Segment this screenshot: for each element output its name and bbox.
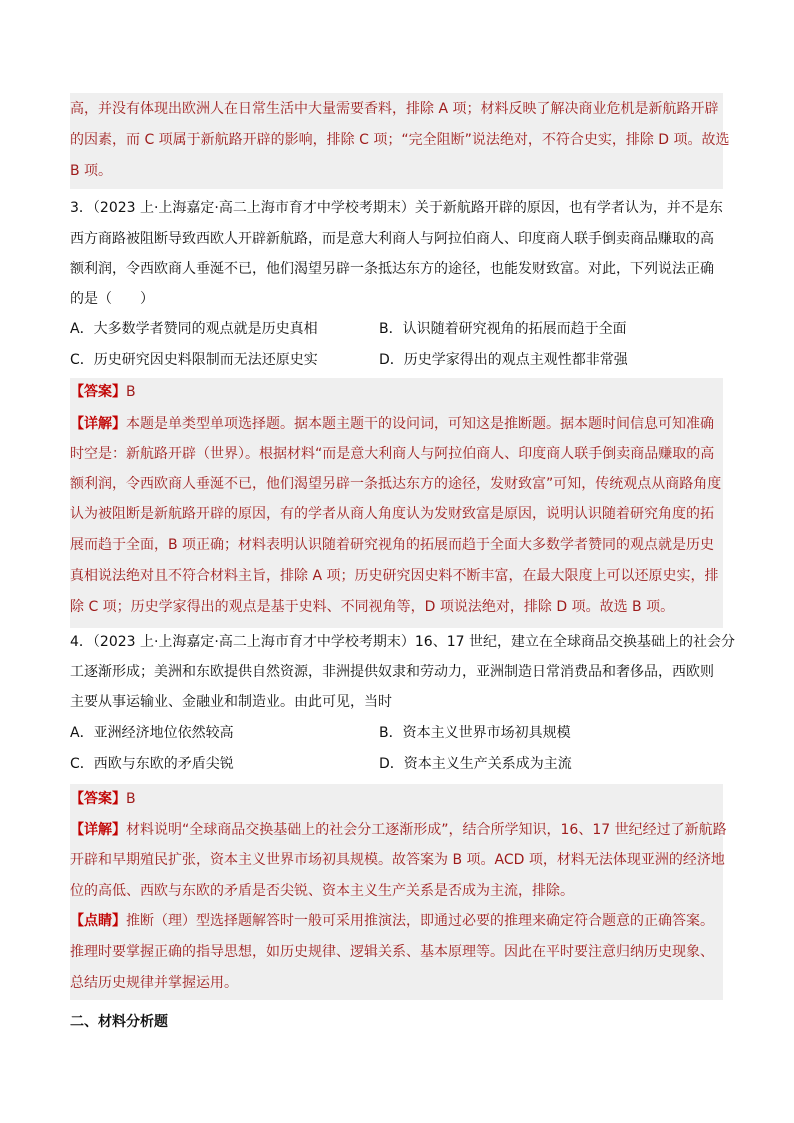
question-stem-line: 的是（ ） [70,291,154,307]
option-c: C．西欧与东欧的矛盾尖锐 [70,756,234,772]
section-heading: 二、材料分析题 [70,1014,168,1030]
option-a: A．亚洲经济地位依然较高 [70,725,234,741]
comment-tag: 【点睛】 [70,913,126,929]
answer-line [70,382,136,402]
question-stem-line: 西方商路被阻断导致西欧人开辟新航路，而是意大利商人与阿拉伯商人、印度商人联手倒卖商品赚取的高 [70,231,714,247]
option-c: C．历史研究因史料限制而无法还原史实 [70,352,318,368]
detail-line: 时空是：新航路开辟（世界）。根据材料“而是意大利商人与阿拉伯商人、印度商人联手倒卖商品赚取的高 [70,446,715,462]
option-a: A．大多数学者赞同的观点就是历史真相 [70,321,318,337]
detail-line [70,414,714,434]
comment-text: 推断（理）型选择题解答时一般可采用推演法，即通过必要的推理来确定符合题意的正确答案。 [126,913,714,929]
answer-line [70,789,136,809]
answer-tag: 【答案】 [70,384,126,400]
detail-line: 认为被阻断是新航路开辟的原因，有的学者从商人角度认为发财致富是原因，说明认识随着研究角度的拓 [70,506,714,522]
question-3 [70,192,723,382]
detail-text: 材料说明“全球商品交换基础上的社会分工逐渐形成”，结合所学知识，16、17 世纪经过了新航路 [126,822,727,838]
comment-line [70,911,714,931]
detail-line: 开辟和早期殖民扩张，资本主义世界市场初具规模。故答案为 B 项。ACD 项，材料无法体现亚洲的经济地 [70,852,725,868]
detail-tag: 【详解】 [70,822,126,838]
question-stem-line: 3．（2023 上·上海嘉定·高二上海市育才中学校考期末）关于新航路开辟的原因，也有学者认为，并不是东 [70,200,723,216]
detail-line: 位的高低、西欧与东欧的矛盾是否尖锐、资本主义生产关系是否成为主流，排除。 [70,883,574,899]
explanation-line: 高，并没有体现出欧洲人在日常生活中大量需要香料，排除 A 项；材料反映了解决商业危机是新航路开辟 [70,101,719,117]
detail-line: 展而趋于全面，B 项正确；材料表明认识随着研究视角的拓展而趋于全面大多数学者赞同的观点就是历史 [70,537,715,553]
question-stem-line: 额利润，令西欧商人垂涎不已，他们渴望另辟一条抵达东方的途径，也能发财致富。对此，下列说法正确 [70,261,714,277]
answer-block-q4 [70,784,727,1000]
option-d: D．资本主义生产关系成为主流 [379,756,572,772]
detail-line: 除 C 项；历史学家得出的观点是基于史料、不同视角等，D 项说法绝对，排除 D 项。故选 B 项。 [70,599,675,615]
detail-line [70,820,727,840]
answer-value: B [126,791,136,807]
detail-tag: 【详解】 [70,416,126,432]
option-b: B．资本主义世界市场初具规模 [379,725,571,741]
question-stem-line: 主要从事运输业、金融业和制造业。由此可见，当时 [70,694,392,710]
answer-value: B [126,384,136,400]
detail-text: 本题是单类型单项选择题。据本题主题干的设问词，可知这是推断题。据本题时间信息可知准确 [126,416,714,432]
answer-tag: 【答案】 [70,791,126,807]
explanation-line: B 项。 [70,163,113,179]
previous-explanation-block [70,93,730,189]
option-b: B．认识随着研究视角的拓展而趋于全面 [379,321,627,337]
question-stem-line: 工逐渐形成；美洲和东欧提供自然资源，非洲提供奴隶和劳动力，亚洲制造日常消费品和奢侈品，西欧则 [70,664,714,680]
explanation-line: 的因素，而 C 项属于新航路开辟的影响，排除 C 项；“完全阻断”说法绝对，不符合史实，排除 D 项。故选 [70,132,730,148]
option-d: D．历史学家得出的观点主观性都非常强 [379,352,628,368]
question-stem-line: 4．（2023 上·上海嘉定·高二上海市育才中学校考期末）16、17 世纪，建立在全球商品交换基础上的社会分 [70,634,735,650]
detail-line: 真相说法绝对且不符合材料主旨，排除 A 项；历史研究因史料不断丰富，在最大限度上可以还原史实，排 [70,568,719,584]
comment-line: 总结历史规律并掌握运用。 [70,975,238,991]
detail-line: 额利润，令西欧商人垂涎不已，他们渴望另辟一条抵达东方的途径，发财致富”可知，传统观点从商路角度 [70,476,722,492]
comment-line: 推理时要掌握正确的指导思想，如历史规律、逻辑关系、基本原理等。因此在平时要注意归纳历史现象、 [70,944,714,960]
question-4 [70,628,735,783]
answer-block-q3 [70,378,723,628]
